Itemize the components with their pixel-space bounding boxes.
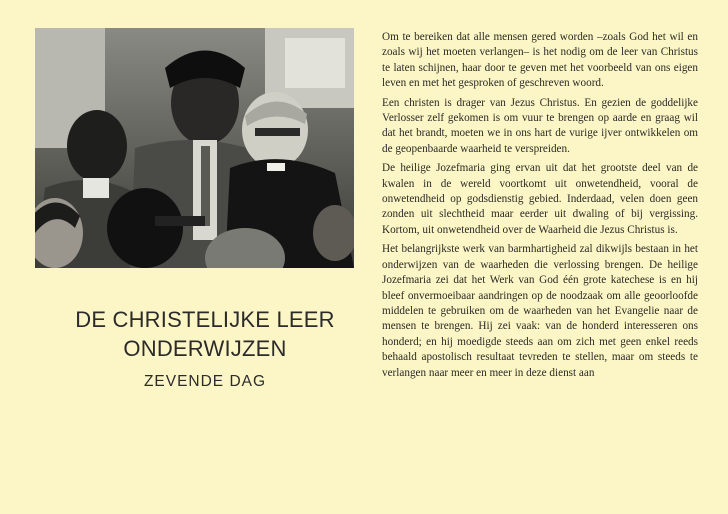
paragraph: Om te bereiken dat alle mensen gered worden –zoals God het wil en zoals wij het moeten verlangen– is het nodig om de leer van Christus te laten schijnen, haar door te geven met het voorbeeld van ons eigen leven en met het gesproken of geschreven woord. [382,31,698,90]
body-text-column [382,30,698,385]
paragraph: De heilige Jozefmaria ging ervan uit dat het grootste deel van de kwalen in de wereld voortkomt uit onwetendheid, vooral de onwetendheid op godsdienstig gebied. Inderdaad, velen doen geen zonden uit slechtheid maar eerder uit dwaling of bij vergissing. Kortom, uit onwetendheid over de Waarheid die Jezus Christus is. [382,162,698,236]
photo-group-icon [35,28,354,268]
paragraph: Het belangrijkste werk van barmhartigheid zal dikwijls bestaan in het onderwijzen van de waarheden die verlossing brengen. De heilige Jozefmaria zei dat het Werk van God één grote katechese is en hij bleef onvermoeibaar aandringen op de noodzaak om alle geoorloofde middelen te gebruiken om de waarheden van het Evangelie naar de mensen te brengen. Hij zei vaak: van de honderd interesseren ons honderd; en hij moedigde steeds aan om zich met geen enkel reeds behaald apostolisch resultaat tevreden te stellen, maar om steeds te verlangen naar meer en meer in deze dienst aan [382,243,698,379]
chapter-title-line2: ONDERWIJZEN [123,336,287,361]
group-photo [35,28,354,268]
chapter-title-line1: DE CHRISTELIJKE LEER [75,307,335,332]
paragraph: Een christen is drager van Jezus Christus. En gezien de goddelijke Verlosser zelf gekomen is om vuur te brengen op aarde en graag wil dat het brandt, moeten we in ons hart de vurige ijver ontwikkelen om de geopenbaarde waarheid te verspreiden. [382,96,698,155]
chapter-title-block [40,305,370,391]
chapter-subtitle: ZEVENDE DAG [143,373,267,390]
